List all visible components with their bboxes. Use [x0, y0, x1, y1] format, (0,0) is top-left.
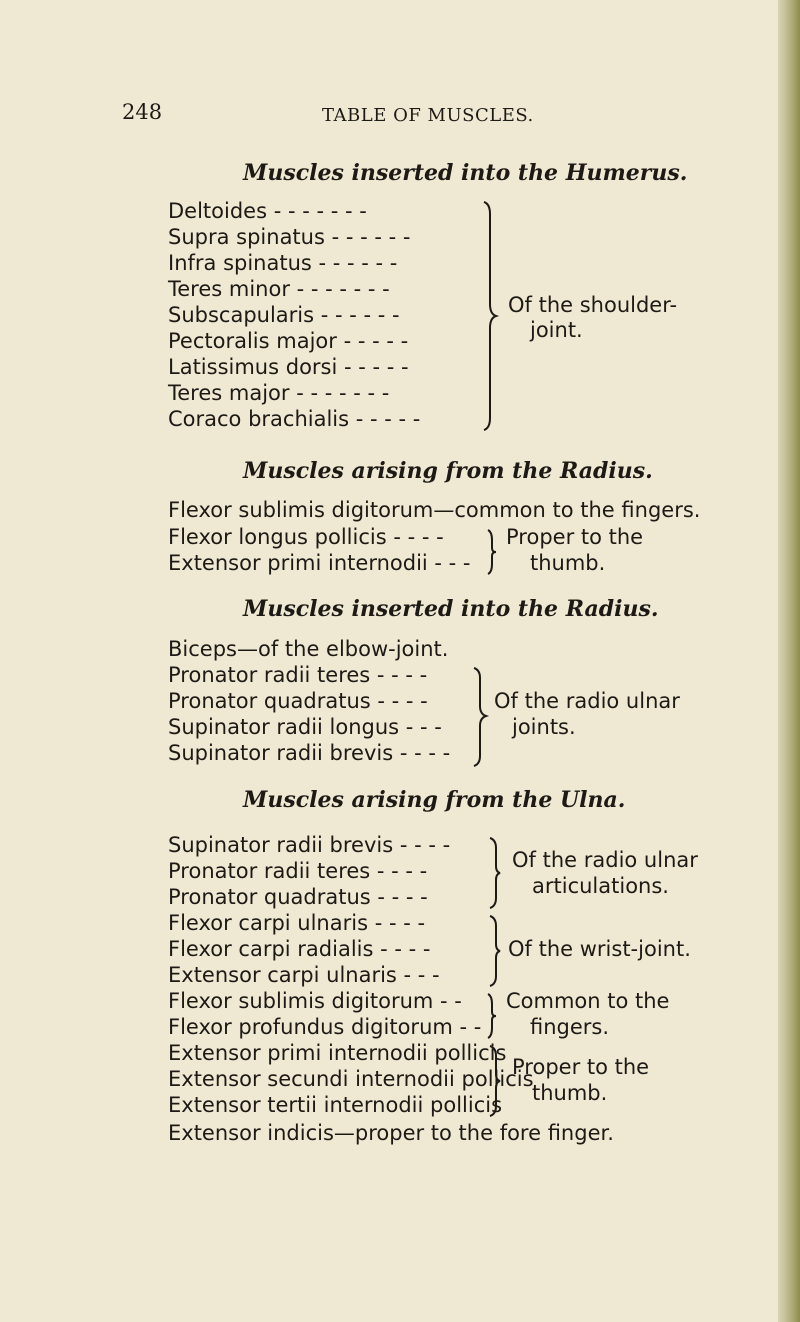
- muscle-line: Subscapularis - - - - - -: [168, 303, 400, 327]
- brace-radio-ulnar: [470, 666, 490, 768]
- muscle-line: Deltoides - - - - - - -: [168, 199, 367, 223]
- note-radio-ulnar-articulations-1: Of the radio ulnar: [512, 848, 698, 872]
- muscle-line: Extensor primi internodii pollicis: [168, 1041, 507, 1065]
- note-radio-ulnar-articulations-2: articulations.: [532, 874, 669, 898]
- muscle-line: Pectoralis major - - - - -: [168, 329, 409, 353]
- section-heading-radius-inserted: Muscles inserted into the Radius.: [243, 596, 659, 622]
- brace-fingers: [482, 992, 498, 1040]
- muscle-line: Extensor tertii internodii pollicis: [168, 1093, 503, 1117]
- note-shoulder-joint-2: joint.: [530, 318, 583, 342]
- brace-wrist-joint: [486, 914, 502, 988]
- muscle-line: Flexor sublimis digitorum - -: [168, 989, 462, 1013]
- muscle-line: Teres minor - - - - - - -: [168, 277, 390, 301]
- muscle-line: Teres major - - - - - - -: [168, 381, 390, 405]
- muscle-line: Extensor secundi internodii pollicis: [168, 1067, 534, 1091]
- brace-shoulder: [480, 200, 500, 432]
- section-heading-ulna: Muscles arising from the Ulna.: [243, 787, 626, 813]
- muscle-line: Supinator radii longus - - -: [168, 715, 442, 739]
- muscle-line: Latissimus dorsi - - - - -: [168, 355, 409, 379]
- brace-radio-ulnar-articulations: [486, 836, 502, 910]
- muscle-line: Extensor carpi ulnaris - - -: [168, 963, 440, 987]
- muscle-line: Infra spinatus - - - - - -: [168, 251, 398, 275]
- note-proper-thumb-ulna-1: Proper to the: [512, 1055, 650, 1079]
- muscle-line: Flexor sublimis digitorum—common to the fingers.: [168, 498, 701, 522]
- muscle-line: Supra spinatus - - - - - -: [168, 225, 411, 249]
- muscle-line: Extensor primi internodii - - -: [168, 551, 471, 575]
- note-common-fingers-2: fingers.: [530, 1015, 610, 1039]
- muscle-line: Pronator quadratus - - - -: [168, 885, 428, 909]
- section-heading-humerus: Muscles inserted into the Humerus.: [243, 160, 688, 186]
- muscle-line: Pronator radii teres - - - -: [168, 859, 428, 883]
- muscle-line: Extensor indicis—proper to the fore finger.: [168, 1121, 614, 1145]
- brace-thumb-ulna: [486, 1044, 502, 1118]
- note-radio-ulnar-2: joints.: [512, 715, 576, 739]
- note-shoulder-joint-1: Of the shoulder-: [508, 293, 678, 317]
- page-gutter-edge: [778, 0, 800, 1322]
- muscle-line: Coraco brachialis - - - - -: [168, 407, 421, 431]
- note-proper-thumb-ulna-2: thumb.: [532, 1081, 608, 1105]
- muscle-line: Supinator radii brevis - - - -: [168, 741, 451, 765]
- muscle-line: Flexor longus pollicis - - - -: [168, 525, 444, 549]
- note-common-fingers-1: Common to the: [506, 989, 670, 1013]
- muscle-line: Flexor profundus digitorum - -: [168, 1015, 482, 1039]
- brace-thumb-radius: [482, 528, 498, 576]
- muscle-line: Pronator radii teres - - - -: [168, 663, 428, 687]
- muscle-line: Pronator quadratus - - - -: [168, 689, 428, 713]
- page-number: 248: [122, 100, 163, 124]
- note-proper-thumb-2: thumb.: [530, 551, 606, 575]
- note-wrist-joint: Of the wrist-joint.: [508, 937, 691, 961]
- running-head: TABLE OF MUSCLES.: [322, 105, 534, 126]
- muscle-line: Flexor carpi radialis - - - -: [168, 937, 431, 961]
- note-proper-thumb-1: Proper to the: [506, 525, 644, 549]
- muscle-line: Flexor carpi ulnaris - - - -: [168, 911, 426, 935]
- note-radio-ulnar-1: Of the radio ulnar: [494, 689, 680, 713]
- muscle-line: Biceps—of the elbow-joint.: [168, 637, 449, 661]
- section-heading-radius-arising: Muscles arising from the Radius.: [243, 458, 653, 484]
- muscle-line: Supinator radii brevis - - - -: [168, 833, 451, 857]
